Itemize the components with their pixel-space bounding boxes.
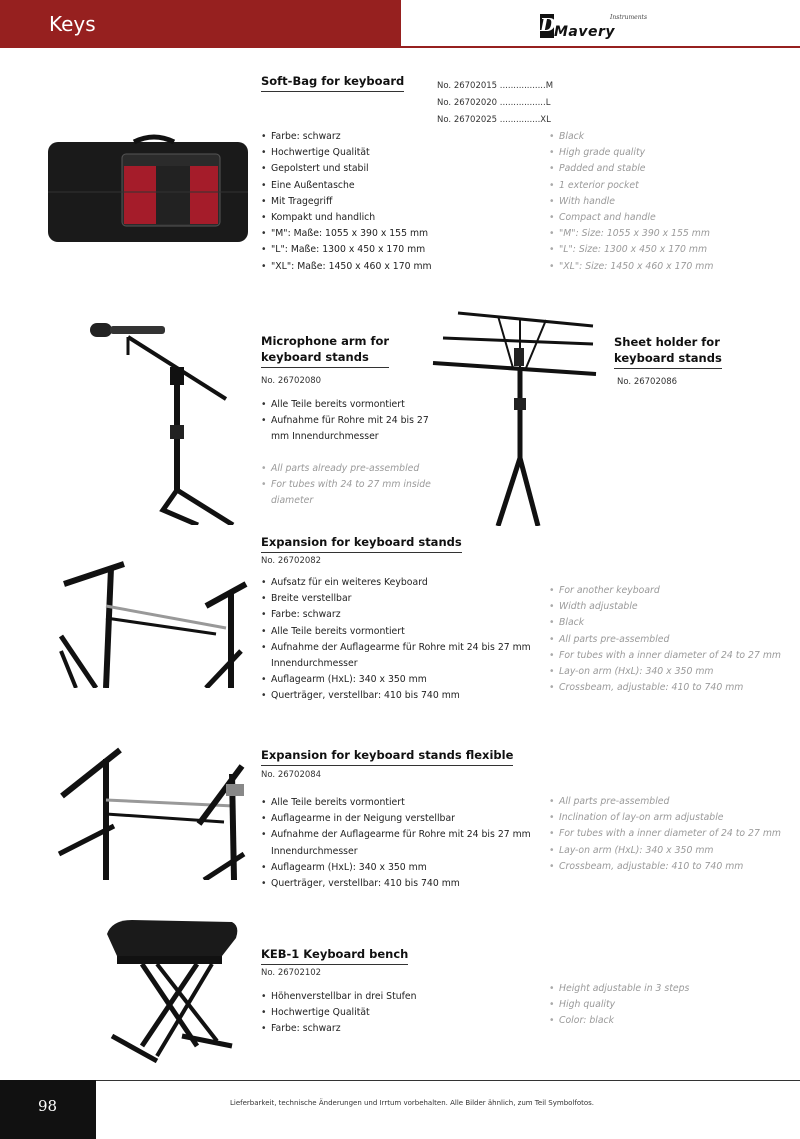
header-rule bbox=[401, 46, 800, 48]
page-number: 98 bbox=[38, 1097, 58, 1115]
feature: • Eine Außentasche bbox=[261, 178, 432, 194]
feature: • "M": Maße: 1055 x 390 x 155 mm bbox=[261, 226, 432, 242]
soft-bag-features-en bbox=[549, 129, 713, 275]
feature: • High quality bbox=[549, 997, 689, 1013]
brand-logo bbox=[540, 12, 648, 42]
feature: • Kompakt und handlich bbox=[261, 210, 432, 226]
feature: • For tubes with a inner diameter of 24 to 27 mm bbox=[549, 826, 781, 842]
feature: • All parts pre-assembled bbox=[549, 632, 781, 648]
feature: • Farbe: schwarz bbox=[261, 607, 531, 623]
feature: • Crossbeam, adjustable: 410 to 740 mm bbox=[549, 680, 781, 696]
feature: • "XL": Size: 1450 x 460 x 170 mm bbox=[549, 259, 713, 275]
feature: • Compact and handle bbox=[549, 210, 713, 226]
keyboard-bench-image bbox=[102, 916, 242, 1068]
microphone-arm-article: No. 26702080 bbox=[261, 376, 322, 386]
feature: • "M": Size: 1055 x 390 x 155 mm bbox=[549, 226, 713, 242]
expansion-flexible-title: Expansion for keyboard stands flexible bbox=[261, 747, 513, 766]
soft-bag-sizes bbox=[437, 78, 553, 129]
feature: • Aufsatz für ein weiteres Keyboard bbox=[261, 575, 531, 591]
logo-badge: D bbox=[540, 15, 556, 36]
microphone-arm-features-en bbox=[261, 461, 431, 510]
expansion-flexible-article: No. 26702084 bbox=[261, 770, 322, 780]
feature-continuation: Innendurchmesser bbox=[271, 658, 358, 670]
sheet-holder-title bbox=[614, 334, 722, 369]
feature: • Querträger, verstellbar: 410 bis 740 mm bbox=[261, 876, 531, 892]
expansion-flexible-image bbox=[54, 744, 252, 880]
section-header bbox=[0, 0, 401, 48]
feature: • 1 exterior pocket bbox=[549, 178, 713, 194]
feature: • For another keyboard bbox=[549, 583, 781, 599]
feature-continuation: mm Innendurchmesser bbox=[271, 431, 379, 443]
microphone-arm-features-de bbox=[261, 397, 429, 446]
soft-bag-features-de bbox=[261, 129, 432, 275]
feature: • Farbe: schwarz bbox=[261, 129, 432, 145]
expansion-features-en bbox=[549, 583, 781, 696]
feature: • Black bbox=[549, 129, 713, 145]
feature: • "L": Size: 1300 x 450 x 170 mm bbox=[549, 242, 713, 258]
soft-bag-image bbox=[44, 132, 254, 247]
microphone-arm-title bbox=[261, 333, 389, 368]
footer-rule bbox=[96, 1080, 800, 1081]
feature: • Höhenverstellbar in drei Stufen bbox=[261, 989, 417, 1005]
feature: • Alle Teile bereits vormontiert bbox=[261, 795, 531, 811]
feature: • Crossbeam, adjustable: 410 to 740 mm bbox=[549, 859, 781, 875]
expansion-article: No. 26702082 bbox=[261, 556, 322, 566]
feature: • Black bbox=[549, 615, 781, 631]
logo-subtitle: Instruments bbox=[610, 14, 648, 21]
feature: • Lay-on arm (HxL): 340 x 350 mm bbox=[549, 664, 781, 680]
expansion-flexible-features-en bbox=[549, 794, 781, 875]
size-m: No. 26702015 .................M bbox=[437, 81, 554, 91]
size-xl: No. 26702025 ...............XL bbox=[437, 115, 551, 125]
feature: • Aufnahme für Rohre mit 24 bis 27 bbox=[261, 413, 429, 429]
feature: • Aufnahme der Auflagearme für Rohre mit 24 bis 27 mm bbox=[261, 640, 531, 656]
feature: • For tubes with a inner diameter of 24 to 27 mm bbox=[549, 648, 781, 664]
expansion-features-de bbox=[261, 575, 531, 705]
microphone-arm-image bbox=[88, 315, 243, 525]
feature: • Width adjustable bbox=[549, 599, 781, 615]
feature: • Inclination of lay-on arm adjustable bbox=[549, 810, 781, 826]
feature: • Auflagearm (HxL): 340 x 350 mm bbox=[261, 672, 531, 688]
feature: • For tubes with 24 to 27 mm inside bbox=[261, 477, 431, 493]
keyboard-bench-title: KEB-1 Keyboard bench bbox=[261, 946, 408, 965]
feature: • Gepolstert und stabil bbox=[261, 161, 432, 177]
feature: • Auflagearme in der Neigung verstellbar bbox=[261, 811, 531, 827]
feature: • Alle Teile bereits vormontiert bbox=[261, 624, 531, 640]
size-l: No. 26702020 .................L bbox=[437, 98, 551, 108]
keyboard-bench-article: No. 26702102 bbox=[261, 968, 322, 978]
feature: • Aufnahme der Auflagearme für Rohre mit 24 bis 27 mm bbox=[261, 827, 531, 843]
feature: • High grade quality bbox=[549, 145, 713, 161]
feature: • Breite verstellbar bbox=[261, 591, 531, 607]
expansion-title: Expansion for keyboard stands bbox=[261, 534, 462, 553]
feature: • Alle Teile bereits vormontiert bbox=[261, 397, 429, 413]
sheet-holder-article: No. 26702086 bbox=[617, 377, 678, 387]
feature: • Querträger, verstellbar: 410 bis 740 mm bbox=[261, 688, 531, 704]
soft-bag-title: Soft-Bag for keyboard bbox=[261, 73, 404, 92]
title-line-2: keyboard stands bbox=[261, 350, 369, 364]
feature: • Color: black bbox=[549, 1013, 689, 1029]
page-number-box bbox=[0, 1080, 96, 1139]
feature: • Padded and stable bbox=[549, 161, 713, 177]
feature: • Lay-on arm (HxL): 340 x 350 mm bbox=[549, 843, 781, 859]
title-line-1: Sheet holder for bbox=[614, 335, 720, 349]
feature: • All parts pre-assembled bbox=[549, 794, 781, 810]
feature: • All parts already pre-assembled bbox=[261, 461, 431, 477]
feature: • Mit Tragegriff bbox=[261, 194, 432, 210]
expansion-image bbox=[56, 556, 252, 688]
title-line-2: keyboard stands bbox=[614, 351, 722, 365]
feature: • With handle bbox=[549, 194, 713, 210]
feature: • Hochwertige Qualität bbox=[261, 145, 432, 161]
feature: • Farbe: schwarz bbox=[261, 1021, 417, 1037]
feature: • Hochwertige Qualität bbox=[261, 1005, 417, 1021]
feature-continuation: Innendurchmesser bbox=[271, 845, 358, 857]
feature: • Auflagearm (HxL): 340 x 350 mm bbox=[261, 860, 531, 876]
feature: • "XL": Maße: 1450 x 460 x 170 mm bbox=[261, 259, 432, 275]
logo-word: Mavery bbox=[554, 24, 616, 40]
expansion-flexible-features-de bbox=[261, 795, 531, 892]
section-title: Keys bbox=[49, 12, 96, 36]
feature-continuation: diameter bbox=[271, 495, 314, 507]
title-line-1: Microphone arm for bbox=[261, 334, 390, 348]
sheet-holder-image bbox=[428, 308, 598, 526]
keyboard-bench-features-en bbox=[549, 981, 689, 1030]
feature: • "L": Maße: 1300 x 450 x 170 mm bbox=[261, 242, 432, 258]
feature: • Height adjustable in 3 steps bbox=[549, 981, 689, 997]
footer-disclaimer: Lieferbarkeit, technische Änderungen und Irrtum vorbehalten. Alle Bilder ähnlich, zum Teil Symbolfotos. bbox=[230, 1099, 595, 1107]
keyboard-bench-features-de bbox=[261, 989, 417, 1038]
